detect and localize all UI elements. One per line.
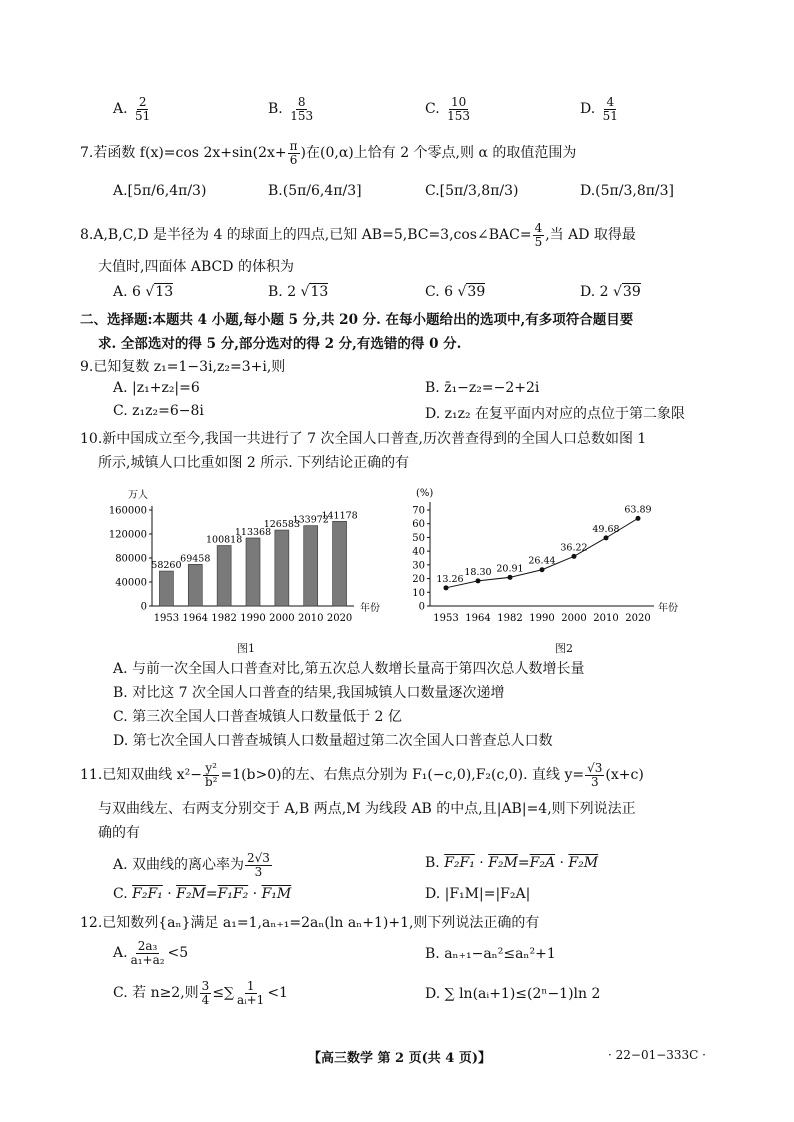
q8-frac-num: 4 [534, 221, 543, 235]
fig2-data-label: 49.68 [592, 523, 620, 535]
fig2-data-label: 63.89 [624, 504, 652, 516]
fig2-x-tick-label: 2000 [561, 613, 587, 624]
q8-stem-line2: 大值时,四面体 ABCD 的体积为 [98, 259, 294, 275]
q11-b-vec3: F₂A [529, 855, 556, 871]
q8-c-rad: 39 [467, 284, 486, 300]
fig1-data-label: 69458 [180, 553, 211, 565]
q8-a-pre: A. 6 [113, 284, 141, 300]
fig1-y-tick-label: 80000 [115, 553, 147, 565]
q9-stem: 9.已知复数 z₁=1−3i,z₂=3+i,则 [80, 359, 286, 375]
fig1-data-label: 100818 [206, 534, 243, 546]
q12-c-mid: ≤∑ [212, 985, 235, 1002]
q8-d-pre: D. 2 [580, 284, 609, 300]
fig1-y-tick-label: 120000 [108, 529, 147, 541]
fig1-bar [159, 571, 173, 606]
fig2-x-tick-label: 1990 [529, 613, 555, 624]
q12-stem: 12.已知数列{aₙ}满足 a₁=1,aₙ₊₁=2aₙ(ln aₙ+1)+1,则下列说法正确的有 [80, 915, 540, 931]
fig1-data-label: 126583 [263, 519, 300, 531]
fig2-data-label: 20.91 [496, 563, 524, 575]
q7-option-b: B.(5π/6,4π/3] [268, 183, 362, 199]
q12-c-pre: C. 若 n≥2,则 [113, 985, 199, 1002]
q12-option-c [113, 980, 288, 1006]
q12-a-num: 2a₃ [137, 939, 158, 953]
q6-option-b-fraction [288, 96, 315, 122]
figure2-caption: 图2 [555, 642, 573, 655]
figure1-caption: 图1 [237, 642, 255, 655]
fig2-y-tick-label: 60 [412, 519, 425, 531]
q11-stem-line2: 与双曲线左、右两支分别交于 A,B 两点,M 为线段 AB 的中点,且|AB|=4,则下列说法正 [98, 801, 636, 817]
q6-option-a [113, 96, 153, 122]
q12-c-rest: <1 [267, 985, 288, 1002]
fig2-data-label: 18.30 [464, 566, 492, 578]
q11-frac-num: y² [205, 761, 217, 775]
fig1-bar [304, 526, 318, 606]
q11-stem-a: 11.已知双曲线 x²− [80, 767, 202, 784]
q8-c-pre: C. 6 [425, 284, 454, 300]
q8-fraction [533, 222, 545, 248]
q11-stem-line3: 确的有 [98, 825, 140, 841]
fig1-x-unit-label: 年份 [360, 603, 380, 614]
fig1-bar [246, 538, 260, 606]
fig2-y-tick-label: 0 [418, 601, 425, 613]
fig1-x-tick-label: 1990 [240, 613, 266, 624]
fig2-data-label: 36.22 [560, 542, 588, 554]
q11-a-num: 2√3 [247, 851, 270, 865]
q12-c-fraction2 [235, 980, 266, 1006]
fig2-x-tick-label: 1964 [465, 613, 491, 624]
fig1-x-tick-label: 1964 [182, 613, 209, 624]
q12-c-f2d: aᵢ+1 [237, 992, 265, 1007]
fig1-x-tick-label: 2000 [269, 613, 295, 624]
fig1-bar [188, 564, 202, 606]
q11-frac-den: b² [204, 774, 218, 789]
q11-option-d: D. |F₁M|=|F₂A| [425, 886, 531, 902]
q12-a-label: A. [113, 945, 128, 962]
fig1-data-label: 133972 [292, 514, 329, 526]
q8-stem-a: 8.A,B,C,D 是半径为 4 的球面上的四点,已知 AB=5,BC=3,cos∠BAC= [80, 227, 532, 244]
q7-option-c: C.[5π/3,8π/3) [425, 183, 519, 199]
fig1-y-tick-label: 0 [140, 601, 147, 613]
q7-option-a: A.[5π/6,4π/3) [113, 183, 207, 199]
fig2-y-tick-label: 70 [412, 505, 425, 517]
q8-b-rad: 13 [310, 284, 329, 300]
q6-b-den: 153 [290, 108, 314, 123]
q6-option-b [268, 96, 316, 122]
q6-c-num: 10 [450, 95, 467, 109]
q6-b-num: 8 [297, 95, 306, 109]
q9-option-a: A. |z₁+z₂|=6 [113, 380, 200, 396]
fig1-y-tick-label: 40000 [115, 577, 147, 589]
fig1-bar [217, 546, 231, 606]
q8-d-rad: 39 [622, 284, 641, 300]
q12-option-d: D. ∑ ln(aᵢ+1)≤(2ⁿ−1)ln 2 [425, 986, 601, 1002]
q6-a-den: 51 [135, 108, 151, 123]
q11-a-fraction [245, 852, 272, 878]
fig2-point [476, 578, 481, 583]
fig2-point [636, 516, 641, 521]
q8-option-c: C. 6 √39 [425, 284, 486, 300]
q6-option-a-fraction [133, 96, 152, 122]
fig2-x-tick-label: 2010 [593, 613, 619, 624]
q11-c-vec4: F₁M [261, 886, 292, 902]
q7-six: 6 [289, 152, 298, 167]
fig1-x-tick-label: 1982 [211, 613, 237, 624]
fig1-bar [333, 521, 347, 606]
q11-b-vec2: F₂M [488, 855, 518, 871]
q11-stem-line1 [80, 762, 644, 788]
q11-option-a [113, 852, 273, 878]
fig2-point [508, 575, 513, 580]
q11-a-pre: A. 双曲线的离心率为 [113, 857, 245, 874]
fig2-data-label: 13.26 [436, 573, 464, 585]
fig2-data-label: 26.44 [528, 555, 556, 567]
q7-option-d: D.(5π/3,8π/3] [580, 183, 675, 199]
fig1-x-tick-label: 1953 [153, 613, 180, 624]
q7-stem-fraction [288, 140, 300, 166]
fig2-x-tick-label: 1953 [433, 613, 459, 624]
q12-c-fraction1 [200, 980, 212, 1006]
q11-sq-num: √3 [587, 761, 603, 775]
q12-option-b: B. aₙ₊₁−aₙ²≤aₙ²+1 [425, 946, 556, 962]
figure2-line-chart [400, 470, 700, 645]
fig2-y-tick-label: 30 [412, 560, 425, 572]
q11-option-c: C. F₂F₁ · F₂M=F₁F₂ · F₁M [113, 886, 292, 902]
q7-stem-a: 7.若函数 f(x)=cos 2x+sin(2x+ [80, 145, 287, 162]
q11-b-vec4: F₂M [568, 855, 599, 871]
q6-d-num: 4 [606, 95, 615, 109]
q6-option-a-label: A. [113, 101, 128, 118]
q8-frac-den: 5 [534, 234, 543, 249]
q12-c-f2n: 1 [246, 979, 255, 993]
q11-sq-den: 3 [590, 774, 599, 789]
q8-option-d: D. 2 √39 [580, 284, 641, 300]
fig1-bar [275, 530, 289, 606]
q6-option-d-label: D. [580, 101, 596, 118]
footer-page-label: 【高三数学 第 2 页(共 4 页)】 [308, 1051, 492, 1066]
q7-stem [80, 140, 576, 166]
fig1-data-label: 58260 [151, 560, 182, 572]
q10-option-d: D. 第七次全国人口普查城镇人口数量超过第二次全国人口普查总人口数 [113, 733, 553, 749]
fig2-x-tick-label: 2020 [625, 613, 651, 624]
fig1-x-tick-label: 2020 [326, 613, 353, 624]
q7-pi: π [289, 139, 298, 153]
fig2-y-tick-label: 40 [412, 546, 425, 558]
fig2-point [604, 535, 609, 540]
q11-b-label: B. [425, 855, 440, 871]
q9-option-c: C. z₁z₂=6−8i [113, 403, 204, 419]
q6-option-c [425, 96, 473, 122]
q7-stem-b: )在(0,α)上恰有 2 个零点,则 α 的取值范围为 [300, 145, 577, 162]
q10-option-a: A. 与前一次全国人口普查对比,第五次总人数增长量高于第四次总人数增长量 [113, 661, 585, 677]
fig1-data-label: 113368 [234, 526, 272, 538]
q6-option-b-label: B. [268, 101, 283, 118]
q8-b-pre: B. 2 [268, 284, 297, 300]
figure1-bar-chart [92, 478, 402, 653]
q11-c-vec1: F₂F₁ [132, 886, 163, 902]
section2-line1: 二、选择题:本题共 4 小题,每小题 5 分,共 20 分. 在每小题给出的选项中,有多项符合题目要 [80, 312, 634, 328]
fig1-x-tick-label: 2010 [297, 613, 324, 624]
fig2-point [540, 567, 545, 572]
q11-c-vec2: F₂M [176, 886, 206, 902]
q11-stem-c: (x+c) [605, 767, 644, 784]
q10-stem-line2: 所示,城镇人口比重如图 2 所示. 下列结论正确的有 [98, 455, 410, 471]
fig1-data-label: 141178 [321, 510, 358, 522]
q11-fraction-y2b2 [203, 762, 220, 788]
q10-option-c: C. 第三次全国人口普查城镇人口数量低于 2 亿 [113, 709, 402, 725]
fig2-x-unit-label: 年份 [658, 603, 678, 614]
q11-option-b: B. F₂F₁ · F₂M=F₂A · F₂M [425, 855, 599, 871]
q11-c-vec3: F₁F₂ [217, 886, 249, 902]
q8-a-rad: 13 [155, 284, 174, 300]
q6-option-d [580, 96, 621, 122]
fig2-point [572, 554, 577, 559]
q9-option-d: D. z₁z₂ 在复平面内对应的点位于第二象限 [425, 406, 686, 422]
q11-stem-b: =1(b>0)的左、右焦点分别为 F₁(−c,0),F₂(c,0). 直线 y= [220, 767, 585, 784]
q8-option-a: A. 6 √13 [113, 284, 174, 300]
fig2-y-tick-label: 50 [412, 532, 425, 544]
q12-a-rest: <5 [167, 945, 189, 962]
fig2-y-tick-label: 20 [412, 574, 425, 586]
q12-a-fraction [129, 940, 167, 966]
q10-stem-line1: 10.新中国成立至今,我国一共进行了 7 次全国人口普查,历次普查得到的全国人口总数如图 1 [80, 431, 647, 447]
fig1-y-unit-label: 万人 [128, 490, 148, 501]
q11-fraction-slope [585, 762, 604, 788]
q11-a-den: 3 [254, 864, 263, 879]
q6-option-c-fraction [445, 96, 472, 122]
q11-c-label: C. [113, 886, 128, 902]
q6-d-den: 51 [602, 108, 618, 123]
fig2-y-tick-label: 10 [412, 587, 425, 599]
q12-c-f1d: 4 [201, 992, 210, 1007]
fig2-point [444, 585, 449, 590]
q6-option-d-fraction [601, 96, 620, 122]
fig2-y-unit-label: (%) [416, 488, 434, 499]
q8-stem-b: ,当 AD 取得最 [545, 227, 636, 244]
section2-line2: 求. 全部选对的得 5 分,部分选对的得 2 分,有选错的得 0 分. [98, 336, 462, 352]
q8-option-b: B. 2 √13 [268, 284, 329, 300]
q12-c-f1n: 3 [201, 979, 210, 993]
fig2-x-tick-label: 1982 [497, 613, 523, 624]
q11-b-vec1: F₂F₁ [444, 855, 475, 871]
q9-option-b: B. z̄₁−z₂=−2+2i [425, 380, 540, 396]
q6-c-den: 153 [447, 108, 471, 123]
q6-option-c-label: C. [425, 101, 440, 118]
q10-option-b: B. 对比这 7 次全国人口普查的结果,我国城镇人口数量逐次递增 [113, 685, 505, 701]
q12-option-a [113, 940, 188, 966]
footer-code: · 22−01−333C · [608, 1048, 706, 1062]
q12-a-den: a₁+a₂ [130, 952, 165, 967]
q6-a-num: 2 [138, 95, 147, 109]
fig1-y-tick-label: 160000 [108, 505, 147, 517]
q8-stem-line1 [80, 222, 636, 248]
